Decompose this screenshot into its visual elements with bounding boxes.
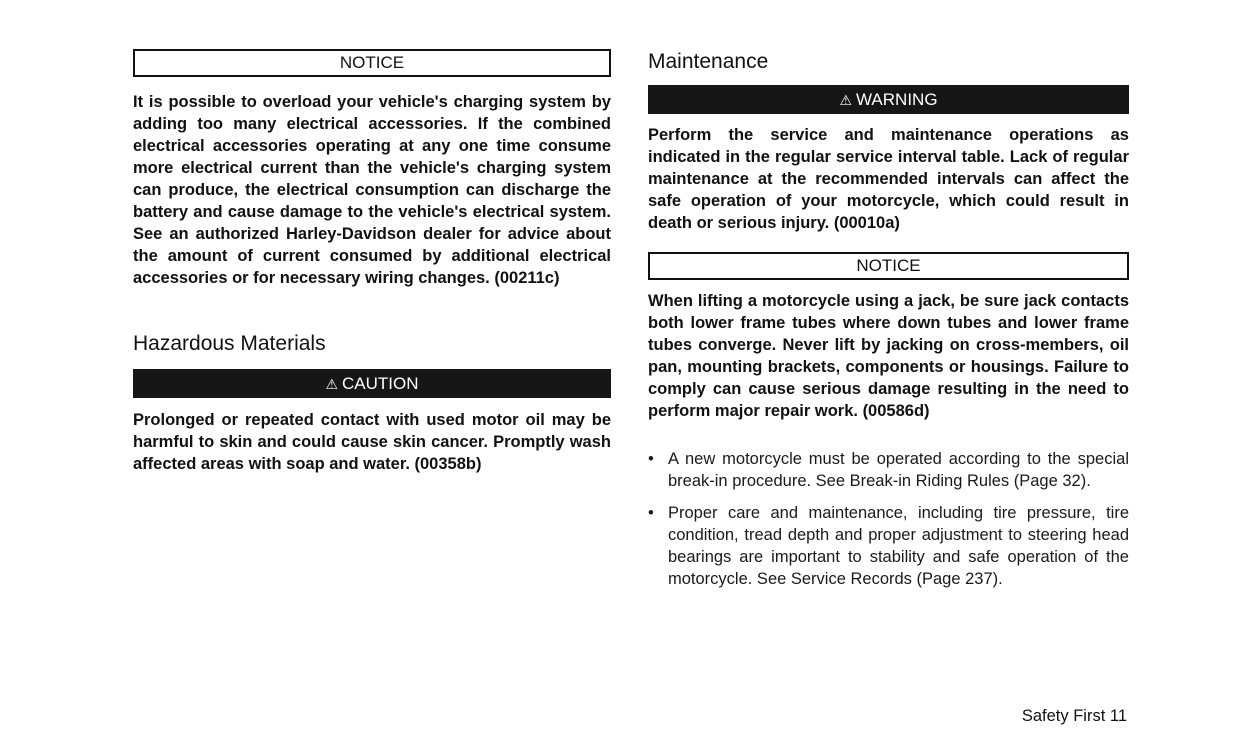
warning-label: WARNING [856, 90, 938, 109]
notice-text: It is possible to overload your vehicle's charging system by adding too many electrical accessories. If the combined electrical accessories operating at any one time consume more electrical current than the vehicle's charging system can produce, the electrical consumption can discharge the battery and cause damage to the vehicle's electrical system. See an authorized Harley-Davidson dealer for advice about the amount of current consumed by additional electrical accessories or for necessary wiring changes. (00211c) [133, 93, 611, 287]
notice-label: NOTICE [856, 256, 921, 275]
notice-text: When lifting a motorcycle using a jack, be sure jack contacts both lower frame tubes where down tubes and lower frame tubes converge. Never lift by jacking on cross-members, oil pan, mounting brackets, components or housings. Failure to comply can cause serious damage resulting in the need to perform major repair work. (00586d) [648, 292, 1129, 420]
warning-bar [648, 85, 1129, 114]
warning-text: Perform the service and maintenance operations as indicated in the regular service interval table. Lack of regular maintenance at the recommended intervals can affect the safe operation of your motorcycle, which could result in death or serious injury. (00010a) [648, 126, 1129, 232]
right-column [648, 49, 1129, 590]
list-item: • A new motorcycle must be operated according to the special break-in procedure. See Break-in Riding Rules (Page 32). [648, 450, 1129, 490]
left-column [133, 49, 611, 475]
notice-label-box [133, 49, 611, 77]
notice-label-box [648, 252, 1129, 280]
caution-text: Prolonged or repeated contact with used motor oil may be harmful to skin and could cause skin cancer. Promptly wash affected areas with soap and water. (00358b) [133, 411, 611, 473]
maintenance-bullet-list [648, 448, 1129, 590]
hazardous-materials-heading: Hazardous Materials [133, 332, 326, 355]
page-footer: Safety First 11 [1021, 707, 1127, 725]
bullet-icon: • [648, 504, 654, 522]
warning-triangle-icon: ⚠ [325, 376, 339, 392]
warning-triangle-icon: ⚠ [839, 92, 853, 108]
caution-bar [133, 369, 611, 398]
caution-label: CAUTION [342, 374, 419, 393]
notice-label: NOTICE [339, 53, 405, 72]
list-item: • Proper care and maintenance, including tire pressure, tire condition, tread depth and proper adjustment to steering head bearings are important to stability and safe operation of the motorcycle. See Service Records (Page 237). [648, 504, 1129, 588]
bullet-icon: • [648, 450, 654, 468]
maintenance-heading: Maintenance [648, 50, 769, 73]
